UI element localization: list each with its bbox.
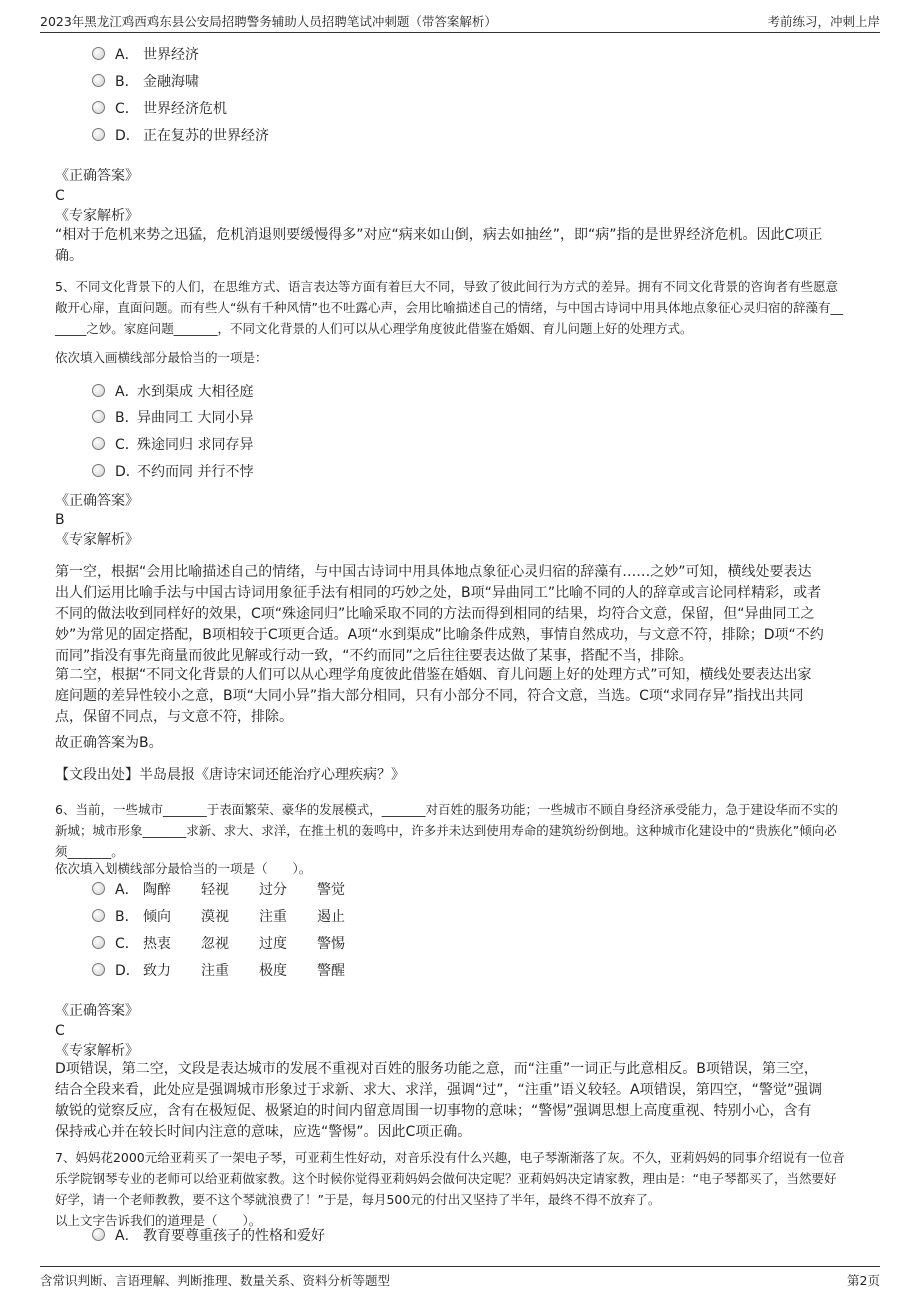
radio-icon[interactable] [92, 47, 105, 60]
radio-icon[interactable] [92, 1228, 105, 1241]
radio-icon[interactable] [92, 464, 105, 477]
q5-prompt: 依次填入画横线部分最恰当的一项是： [55, 350, 268, 365]
q6-option-c[interactable]: C． 热衷 忽视 过度 警惕 [92, 933, 375, 955]
q5-analysis-para2: 第二空，根据“不同文化背景的人们可以从心理学角度彼此借鉴在婚姻、育儿问题上好的处理方式”可知，横线处要表达出家 庭问题的差异性较小之意，B项“大同小异”指大部分相同，只有小部分不同，符合文意，当选。C项“求同存异”指找出共同 点，保留不同点，与文意不符，排除。 [55, 667, 812, 725]
radio-icon[interactable] [92, 384, 105, 397]
q6-prompt: 依次填入划横线部分最恰当的一项是（ ）。 [55, 861, 312, 876]
q4-answer: C [55, 188, 65, 204]
q6-analysis-title: 《专家解析》 [55, 1043, 139, 1059]
q4-analysis-title: 《专家解析》 [55, 208, 139, 224]
radio-icon[interactable] [92, 437, 105, 450]
q5-option-a[interactable]: A．水到渠成 大相径庭 [92, 381, 253, 403]
q6-analysis: D项错误，第二空，文段是表达城市的发展不重视对百姓的服务功能之意，而“注重”一词正与此意相反。B项错误，第三空， 结合全段来看，此处应是强调城市形象过于求新、求大、求洋，强调“过”，“注重”语义较轻。A项错误，第四空，“警觉”强调 敏锐的觉察反应，含有在极短促、极紧迫的时间内留意周围一切事物的意味；“警惕”强调思想上高度重视、特别小心，含有 保持戒心并在较长时间内注意的意味，应选“警惕”。因此C项正确。 [55, 1061, 823, 1140]
q6-stem: 6、当前，一些城市_______于表面繁荣、豪华的发展模式，_______对百姓的服务功能；一些城市不顾自身经济承受能力，急于建设华而不实的 新城；城市形象_______求新、求大、求洋，在推土机的轰鸣中，许多并未达到使用寿命的建筑纷纷倒地。这种城市化建设中的“贵族化”倾向必 须_______。 [55, 802, 838, 859]
q6-answer-title: 《正确答案》 [55, 1003, 139, 1019]
q5-answer: B [55, 512, 65, 528]
q5-answer-title: 《正确答案》 [55, 493, 139, 509]
q4-answer-title: 《正确答案》 [55, 168, 139, 184]
radio-icon[interactable] [92, 909, 105, 922]
radio-icon[interactable] [92, 101, 105, 114]
q5-option-c[interactable]: C．殊途同归 求同存异 [92, 434, 253, 456]
q5-source: 【文段出处】半岛晨报《唐诗宋词还能治疗心理疾病？》 [55, 767, 405, 783]
document-title: 2023年黑龙江鸡西鸡东县公安局招聘警务辅助人员招聘笔试冲刺题（带答案解析） [40, 14, 497, 29]
q4-option-d[interactable]: D． 正在复苏的世界经济 [92, 125, 269, 147]
header-slogan: 考前练习，冲刺上岸 [767, 14, 880, 29]
radio-icon[interactable] [92, 963, 105, 976]
radio-icon[interactable] [92, 74, 105, 87]
q4-option-c[interactable]: C． 世界经济危机 [92, 98, 227, 120]
q5-analysis-para1: 第一空，根据“会用比喻描述自己的情绪，与中国古诗词中用具体地点象征心灵归宿的辞藻有……之妙”可知，横线处要表达 出人们运用比喻手法与中国古诗词用象征手法有相同的巧妙之处，B项“异曲同工”比喻不同的人的辞章或言论同样精彩，或者 不同的做法收到同样好的效果，C项“殊途同归”比喻采取不同的方法而得到相同的结果，均符合文意，保留，但“异曲同工之 妙”为常见的固定搭配，B项相较于C项更合适。A项“水到渠成”比喻条件成熟，事情自然成功，与文意不符，排除；D项“不约 而同”指没有事先商量而彼此见解或行动一致，“不约而同”之后往往要表达做了某事，搭配不当，排除。 [55, 564, 824, 664]
q5-conclusion: 故正确答案为B。 [55, 735, 163, 751]
page-footer [40, 1266, 880, 1289]
q4-option-b[interactable]: B． 金融海啸 [92, 71, 199, 93]
radio-icon[interactable] [92, 410, 105, 423]
q7-stem: 7、妈妈花2000元给亚莉买了一架电子琴，可亚莉生性好动，对音乐没有什么兴趣，电子琴渐渐落了灰。不久，亚莉妈妈的同事介绍说有一位音 乐学院钢琴专业的老师可以给亚莉做家教。这个时候你觉得亚莉妈妈会做何决定呢？亚莉妈妈决定请家教，理由是：“电子琴都买了，当然要好 好学，请一个老师教教，要不这个琴就浪费了！”于是，每月500元的付出又坚持了半年，最终不得不放弃了。 以上文字告诉我们的道理是（ ）。 [55, 1150, 845, 1228]
q5-option-d[interactable]: D．不约而同 并行不悖 [92, 461, 253, 483]
footer-topics: 含常识判断、言语理解、判断推理、数量关系、资料分析等题型 [40, 1273, 391, 1288]
q5-analysis-title: 《专家解析》 [55, 532, 139, 548]
radio-icon[interactable] [92, 882, 105, 895]
q7-option-a[interactable]: A． 教育要尊重孩子的性格和爱好 [92, 1225, 325, 1247]
q6-option-b[interactable]: B． 倾向 漠视 注重 遏止 [92, 906, 375, 928]
q5-option-b[interactable]: B．异曲同工 大同小异 [92, 407, 253, 429]
q6-answer: C [55, 1023, 65, 1039]
page-header [40, 10, 880, 33]
q4-analysis: “相对于危机来势之迅猛，危机消退则要缓慢得多”对应“病来如山倒，病去如抽丝”，即“病”指的是世界经济危机。因此C项正 确。 [55, 227, 823, 264]
radio-icon[interactable] [92, 936, 105, 949]
q6-option-a[interactable]: A． 陶醉 轻视 过分 警觉 [92, 879, 375, 901]
q4-option-a[interactable]: A． 世界经济 [92, 44, 199, 66]
q6-option-d[interactable]: D． 致力 注重 极度 警醒 [92, 960, 375, 982]
q5-stem: 5、不同文化背景下的人们，在思维方式、语言表达等方面有着巨大不同，导致了彼此间行为方式的差异。拥有不同文化背景的咨询者有些愿意 敞开心扉，直面问题。而有些人“纵有千种风情”也不吐露心声，会用比喻描述自己的情绪，与中国古诗词中用具体地点象征心灵归宿的辞藻有__ _____之妙。家庭问题_______，不同文化背景的人们可以从心理学角度彼此借鉴在婚姻、育儿问题上好的处理方式。 [55, 279, 843, 336]
radio-icon[interactable] [92, 128, 105, 141]
page-number: 第2页 [847, 1273, 880, 1288]
